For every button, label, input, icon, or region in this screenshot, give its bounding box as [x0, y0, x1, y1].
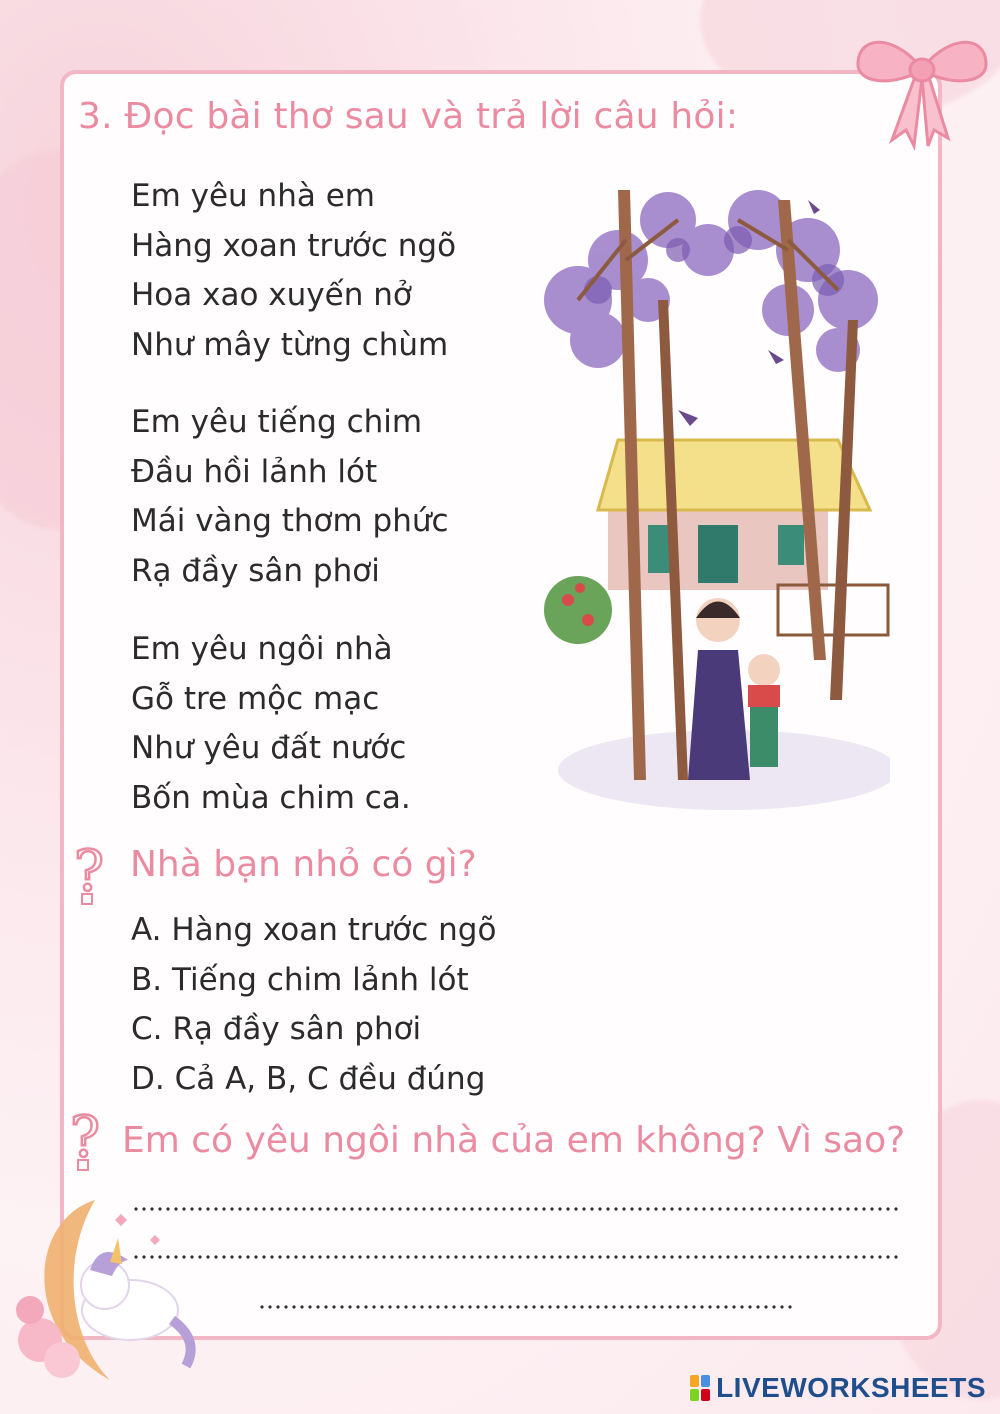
- exercise-heading: 3. Đọc bài thơ sau và trả lời câu hỏi:: [78, 96, 739, 137]
- answer-options: [131, 906, 496, 1104]
- unicorn-moon-decoration: [0, 1190, 220, 1390]
- poem-line: Rạ đầy sân phơi: [131, 552, 380, 589]
- brand-text: LIVEWORKSHEETS: [716, 1372, 986, 1403]
- poem-line: Như yêu đất nước: [131, 730, 407, 766]
- poem-line: Mái vàng thơm phức: [131, 503, 449, 539]
- poem-line: Em yêu ngôi nhà: [131, 631, 393, 667]
- option-b[interactable]: B. Tiếng chim lảnh lót: [131, 961, 469, 998]
- ribbon-bow-icon: [852, 14, 992, 154]
- answer-line-2[interactable]: [132, 1254, 902, 1260]
- option-d[interactable]: D. Cả A, B, C đều đúng: [131, 1060, 486, 1097]
- house-trees-illustration: [538, 180, 890, 812]
- answer-line-1[interactable]: [132, 1206, 902, 1212]
- svg-text:?: ?: [70, 1105, 101, 1170]
- poem-line: Gỗ tre mộc mạc: [131, 680, 380, 717]
- liveworksheets-logo-icon: [690, 1375, 710, 1401]
- svg-text:?: ?: [74, 839, 105, 904]
- poem-line: Hoa xao xuyến nở: [131, 277, 412, 313]
- question-mark-icon: [66, 1104, 114, 1176]
- poem-line: Em yêu nhà em: [131, 178, 375, 214]
- poem-stanza-1: [131, 172, 456, 370]
- poem-line: Như mây từng chùm: [131, 326, 449, 363]
- option-c[interactable]: C. Rạ đầy sân phơi: [131, 1011, 422, 1047]
- option-a[interactable]: A. Hàng xoan trước ngõ: [131, 912, 497, 948]
- question-mark-icon: [70, 838, 118, 910]
- question-1-text: Nhà bạn nhỏ có gì?: [130, 844, 477, 885]
- poem-line: Em yêu tiếng chim: [131, 404, 423, 440]
- answer-line-3[interactable]: [258, 1304, 794, 1310]
- poem-line: Hàng xoan trước ngõ: [131, 227, 457, 264]
- poem-stanza-3: [131, 625, 411, 823]
- poem-line: Đầu hồi lảnh lót: [131, 453, 378, 490]
- poem-line: Bốn mùa chim ca.: [131, 779, 411, 816]
- question-2-text: Em có yêu ngôi nhà của em không? Vì sao?: [122, 1120, 906, 1161]
- liveworksheets-logo[interactable]: [690, 1372, 986, 1404]
- poem-stanza-2: [131, 398, 449, 596]
